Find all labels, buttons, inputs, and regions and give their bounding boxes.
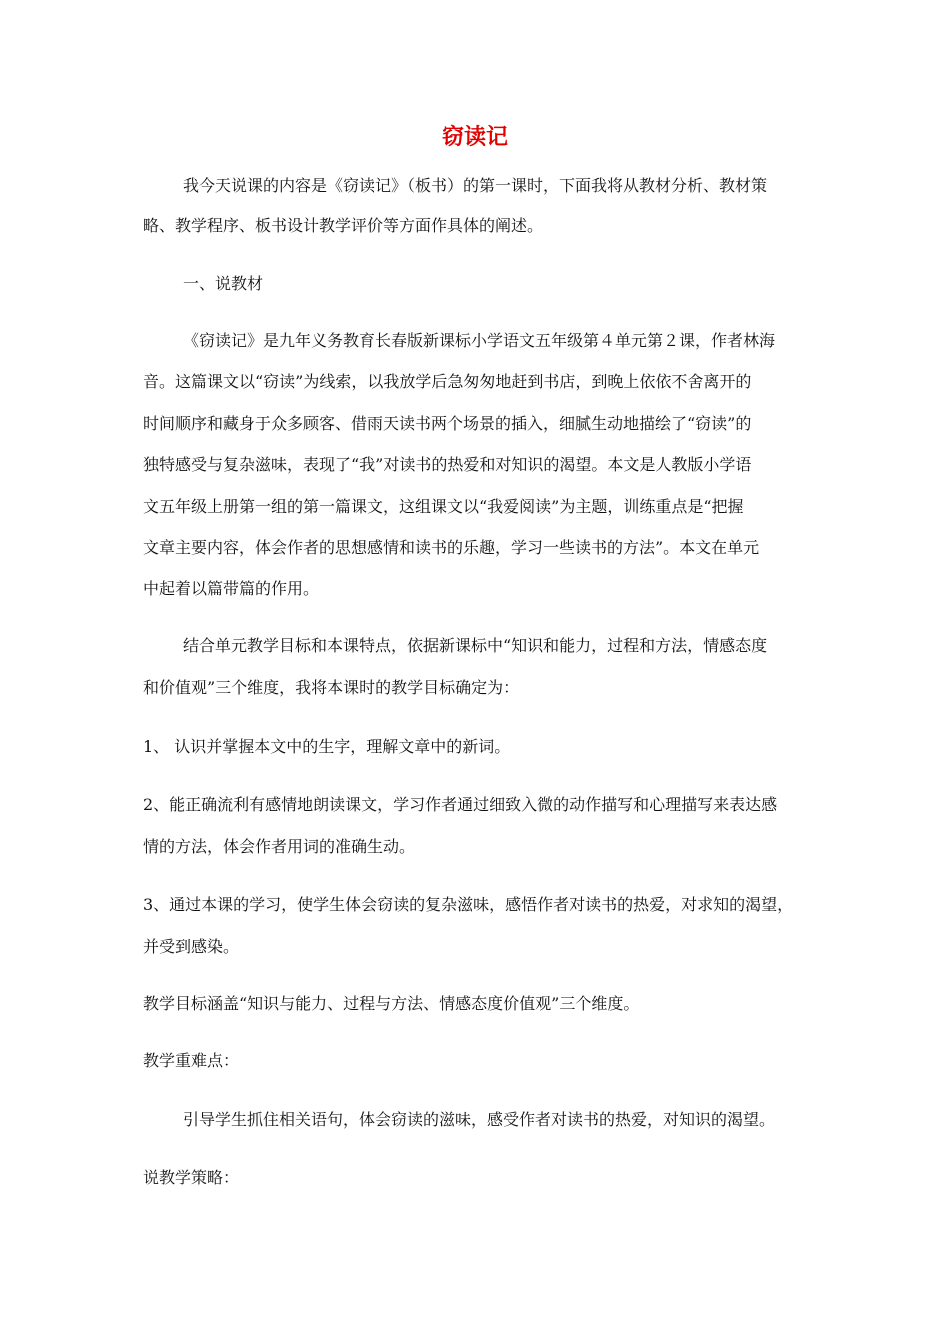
section-heading: 一、说教材 [183,274,264,293]
paragraph-line: 情的方法，体会作者用词的准确生动。 [143,837,416,856]
objective-item-3: 3、通过本课的学习，使学生体会窃读的复杂滋味，感悟作者对读书的热爱，对求知的渴望， [143,895,794,914]
paragraph-line: 我今天说课的内容是《窃读记》（板书）的第一课时，下面我将从教材分析、教材策 [183,176,768,195]
paragraph-line: 并受到感染。 [143,937,240,956]
section-heading: 教学重难点： [143,1051,240,1070]
paragraph-line: 音。这篇课文以“窃读”为线索，以我放学后急匆匆地赶到书店，到晚上依依不舍离开的 [143,372,752,391]
paragraph-line: 文五年级上册第一组的第一篇课文，这组课文以“我爱阅读”为主题，训练重点是“把握 [143,497,744,516]
section-heading: 说教学策略： [143,1168,240,1187]
paragraph-line: 文章主要内容，体会作者的思想感情和读书的乐趣，学习一些读书的方法”。本文在单元 [143,538,760,557]
paragraph-line: 引导学生抓住相关语句，体会窃读的滋味，感受作者对读书的热爱，对知识的渴望。 [183,1110,776,1129]
paragraph-line: 和价值观”三个维度，我将本课时的教学目标确定为： [143,678,520,697]
objective-item-1: 1、 认识并掌握本文中的生字，理解文章中的新词。 [143,737,511,756]
paragraph-line: 时间顺序和藏身于众多顾客、借雨天读书两个场景的插入，细腻生动地描绘了“窃读”的 [143,414,752,433]
paragraph-line: 中起着以篇带篇的作用。 [143,579,320,598]
objective-item-2: 2、能正确流利有感情地朗读课文，学习作者通过细致入微的动作描写和心理描写来表达感 [143,795,778,814]
paragraph-line: 独特感受与复杂滋味，表现了“我”对读书的热爱和对知识的渴望。本文是人教版小学语 [143,455,752,474]
paragraph-line: 《窃读记》是九年义务教育长春版新课标小学语文五年级第４单元第２课，作者林海 [183,331,776,350]
paragraph-line: 结合单元教学目标和本课特点，依据新课标中“知识和能力，过程和方法，情感态度 [183,636,768,655]
paragraph-line: 教学目标涵盖“知识与能力、过程与方法、情感态度价值观”三个维度。 [143,994,640,1013]
paragraph-line: 略、教学程序、板书设计教学评价等方面作具体的阐述。 [143,216,544,235]
document-title: 窃读记 [441,124,508,150]
